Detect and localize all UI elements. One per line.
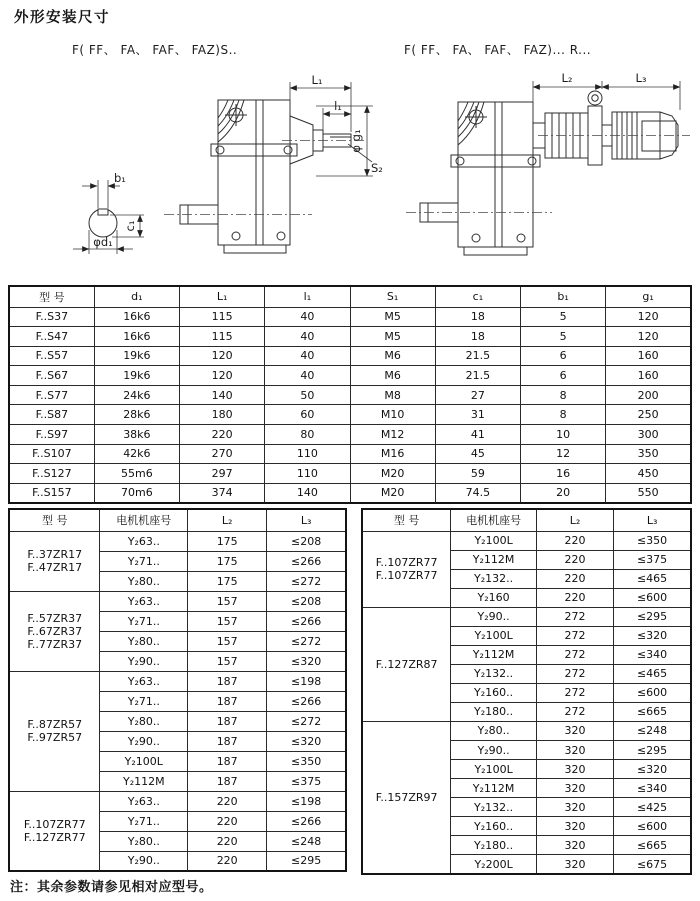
- value-cell: ≤208: [267, 591, 346, 611]
- motor-frame-cell: Y₂100L: [451, 531, 537, 550]
- value-cell: M20: [350, 464, 435, 484]
- value-cell: 28k6: [94, 405, 179, 425]
- motor-table-left: [8, 508, 347, 872]
- table-row: [9, 405, 691, 425]
- value-cell: 115: [180, 327, 265, 347]
- value-cell: 27: [435, 385, 520, 405]
- value-cell: 320: [536, 741, 613, 760]
- value-cell: 5: [521, 307, 606, 327]
- value-cell: 110: [265, 444, 350, 464]
- value-cell: 40: [265, 327, 350, 347]
- value-cell: 115: [180, 307, 265, 327]
- model-line: F..67ZR37: [27, 624, 83, 638]
- value-cell: 250: [606, 405, 691, 425]
- table-row: [362, 721, 691, 740]
- model-line: F..77ZR37: [27, 637, 83, 651]
- value-cell: 5: [521, 327, 606, 347]
- value-cell: ≤198: [267, 791, 346, 811]
- motor-frame-cell: Y₂63..: [100, 531, 188, 551]
- value-cell: 157: [188, 631, 267, 651]
- table-row: [9, 425, 691, 445]
- value-cell: ≤600: [614, 683, 691, 702]
- value-cell: 220: [536, 569, 613, 588]
- value-cell: 320: [536, 721, 613, 740]
- value-cell: ≤600: [614, 588, 691, 607]
- table-row: [362, 607, 691, 626]
- motor-frame-cell: Y₂132..: [451, 569, 537, 588]
- table-row: [9, 671, 346, 691]
- value-cell: 350: [606, 444, 691, 464]
- table-row: [9, 531, 346, 551]
- motor-frame-cell: Y₂63..: [100, 591, 188, 611]
- model-cell: F..S47: [9, 327, 94, 347]
- dim-label-L2: L₂: [561, 71, 573, 85]
- value-cell: M16: [350, 444, 435, 464]
- value-cell: 38k6: [94, 425, 179, 445]
- value-cell: 120: [606, 327, 691, 347]
- value-cell: 550: [606, 483, 691, 503]
- value-cell: 187: [188, 711, 267, 731]
- col-header-L3: L₃: [267, 509, 346, 531]
- value-cell: 16k6: [94, 307, 179, 327]
- value-cell: 220: [536, 588, 613, 607]
- value-cell: 200: [606, 385, 691, 405]
- motor-frame-cell: Y₂90..: [100, 651, 188, 671]
- value-cell: 160: [606, 366, 691, 386]
- value-cell: 220: [188, 831, 267, 851]
- value-cell: 272: [536, 626, 613, 645]
- model-cell: F..S107: [9, 444, 94, 464]
- value-cell: ≤248: [267, 831, 346, 851]
- table-row: [9, 483, 691, 503]
- left-reducer-drawing: [60, 58, 390, 280]
- value-cell: 16: [521, 464, 606, 484]
- model-line: F..87ZR57: [27, 718, 83, 731]
- value-cell: ≤295: [614, 607, 691, 626]
- value-cell: 175: [188, 571, 267, 591]
- motor-frame-cell: Y₂132..: [451, 798, 537, 817]
- motor-frame-cell: Y₂112M: [451, 779, 537, 798]
- value-cell: 40: [265, 307, 350, 327]
- value-cell: ≤295: [614, 741, 691, 760]
- value-cell: M20: [350, 483, 435, 503]
- value-cell: ≤425: [614, 798, 691, 817]
- right-drawing-label: F( FF、 FA、 FAF、 FAZ)... R...: [404, 43, 592, 57]
- value-cell: 21.5: [435, 346, 520, 366]
- value-cell: ≤208: [267, 531, 346, 551]
- value-cell: 157: [188, 591, 267, 611]
- value-cell: 272: [536, 664, 613, 683]
- table-row: [9, 791, 346, 811]
- motor-frame-cell: Y₂112M: [451, 645, 537, 664]
- motor-frame-cell: Y₂71..: [100, 551, 188, 571]
- value-cell: 45: [435, 444, 520, 464]
- value-cell: ≤665: [614, 702, 691, 721]
- right-reducer-motor-drawing: [390, 55, 700, 280]
- col-header-model: 型 号: [9, 509, 100, 531]
- value-cell: 272: [536, 702, 613, 721]
- value-cell: 300: [606, 425, 691, 445]
- value-cell: ≤266: [267, 691, 346, 711]
- value-cell: 24k6: [94, 385, 179, 405]
- value-cell: 6: [521, 366, 606, 386]
- model-line: F..127ZR87: [375, 657, 438, 671]
- value-cell: ≤272: [267, 571, 346, 591]
- value-cell: 272: [536, 645, 613, 664]
- motor-frame-cell: Y₂80..: [100, 631, 188, 651]
- motor-frame-cell: Y₂132..: [451, 664, 537, 683]
- value-cell: 42k6: [94, 444, 179, 464]
- value-cell: ≤248: [614, 721, 691, 740]
- motor-frame-cell: Y₂90..: [451, 607, 537, 626]
- value-cell: M5: [350, 307, 435, 327]
- value-cell: ≤600: [614, 817, 691, 836]
- model-line: F..127ZR77: [23, 830, 86, 844]
- value-cell: 270: [180, 444, 265, 464]
- motor-frame-cell: Y₂80..: [451, 721, 537, 740]
- model-cell: [362, 531, 451, 607]
- value-cell: M6: [350, 366, 435, 386]
- model-line: F..57ZR37: [27, 611, 83, 625]
- dim-label-S2: S₂: [371, 161, 383, 175]
- value-cell: M6: [350, 346, 435, 366]
- model-cell: [9, 531, 100, 591]
- model-cell: F..S37: [9, 307, 94, 327]
- table-row: [9, 444, 691, 464]
- model-line: F..97ZR57: [27, 731, 83, 744]
- model-cell: [9, 671, 100, 791]
- value-cell: 120: [180, 346, 265, 366]
- value-cell: 220: [188, 791, 267, 811]
- col-header-S1: S₁: [350, 286, 435, 307]
- dim-label-L1: L₁: [311, 73, 323, 87]
- model-cell: F..S67: [9, 366, 94, 386]
- value-cell: 120: [180, 366, 265, 386]
- value-cell: 374: [180, 483, 265, 503]
- value-cell: ≤320: [267, 731, 346, 751]
- motor-frame-cell: Y₂63..: [100, 671, 188, 691]
- table-row: [9, 385, 691, 405]
- col-header-frame: 电机机座号: [100, 509, 188, 531]
- dim-label-c1: c₁: [123, 220, 137, 232]
- motor-frame-cell: Y₂100L: [451, 626, 537, 645]
- motor-frame-cell: Y₂90..: [451, 741, 537, 760]
- value-cell: 12: [521, 444, 606, 464]
- table-row: [9, 591, 346, 611]
- value-cell: 31: [435, 405, 520, 425]
- value-cell: ≤266: [267, 811, 346, 831]
- reducer-motor-body: [420, 91, 678, 255]
- value-cell: M12: [350, 425, 435, 445]
- value-cell: ≤350: [267, 751, 346, 771]
- value-cell: ≤340: [614, 645, 691, 664]
- table-row: [9, 366, 691, 386]
- footnote: 注：其余参数请参见相对应型号。: [10, 880, 213, 895]
- model-cell: [9, 791, 100, 871]
- motor-frame-cell: Y₂160..: [451, 817, 537, 836]
- value-cell: 20: [521, 483, 606, 503]
- dim-label-b1: b₁: [114, 171, 126, 185]
- model-cell: [362, 721, 451, 873]
- value-cell: 320: [536, 779, 613, 798]
- value-cell: 40: [265, 366, 350, 386]
- value-cell: 187: [188, 751, 267, 771]
- col-header-L2: L₂: [536, 509, 613, 531]
- model-cell: F..S57: [9, 346, 94, 366]
- value-cell: ≤375: [267, 771, 346, 791]
- value-cell: 16k6: [94, 327, 179, 347]
- value-cell: 8: [521, 405, 606, 425]
- value-cell: ≤320: [614, 760, 691, 779]
- table-row: [9, 327, 691, 347]
- motor-frame-cell: Y₂100L: [451, 760, 537, 779]
- col-header-b1: b₁: [521, 286, 606, 307]
- dim-label-d1: φd₁: [93, 235, 113, 249]
- value-cell: 220: [536, 531, 613, 550]
- motor-frame-cell: Y₂80..: [100, 711, 188, 731]
- motor-frame-cell: Y₂112M: [100, 771, 188, 791]
- value-cell: 18: [435, 307, 520, 327]
- value-cell: 272: [536, 607, 613, 626]
- value-cell: ≤375: [614, 550, 691, 569]
- motor-frame-cell: Y₂100L: [100, 751, 188, 771]
- col-header-L3: L₃: [614, 509, 691, 531]
- value-cell: 60: [265, 405, 350, 425]
- value-cell: 160: [606, 346, 691, 366]
- value-cell: 180: [180, 405, 265, 425]
- value-cell: ≤465: [614, 664, 691, 683]
- value-cell: ≤320: [267, 651, 346, 671]
- table-header-row: [9, 509, 346, 531]
- value-cell: 175: [188, 551, 267, 571]
- value-cell: ≤272: [267, 631, 346, 651]
- value-cell: 110: [265, 464, 350, 484]
- motor-frame-cell: Y₂80..: [100, 571, 188, 591]
- value-cell: ≤266: [267, 611, 346, 631]
- col-header-model: 型 号: [362, 509, 451, 531]
- dimension-lines: [533, 81, 680, 121]
- col-header-d1: d₁: [94, 286, 179, 307]
- value-cell: 220: [188, 851, 267, 871]
- model-cell: F..S127: [9, 464, 94, 484]
- table-row: [9, 464, 691, 484]
- motor-frame-cell: Y₂90..: [100, 851, 188, 871]
- col-header-model: 型 号: [9, 286, 94, 307]
- value-cell: 10: [521, 425, 606, 445]
- value-cell: M10: [350, 405, 435, 425]
- table-row: [362, 531, 691, 550]
- value-cell: ≤320: [614, 626, 691, 645]
- value-cell: ≤272: [267, 711, 346, 731]
- value-cell: ≤465: [614, 569, 691, 588]
- value-cell: 220: [536, 550, 613, 569]
- value-cell: 297: [180, 464, 265, 484]
- value-cell: ≤266: [267, 551, 346, 571]
- model-cell: F..S97: [9, 425, 94, 445]
- col-header-frame: 电机机座号: [451, 509, 537, 531]
- value-cell: M8: [350, 385, 435, 405]
- value-cell: 320: [536, 798, 613, 817]
- value-cell: 120: [606, 307, 691, 327]
- value-cell: 21.5: [435, 366, 520, 386]
- value-cell: 220: [180, 425, 265, 445]
- dim-label-l1: l₁: [334, 99, 342, 113]
- value-cell: ≤665: [614, 836, 691, 855]
- reducer-housing: [180, 100, 351, 253]
- col-header-L2: L₂: [188, 509, 267, 531]
- value-cell: 187: [188, 691, 267, 711]
- left-drawing-label: F( FF、 FA、 FAF、 FAZ)S..: [72, 43, 238, 57]
- page-title: 外形安装尺寸: [14, 10, 110, 26]
- model-line: F..47ZR17: [27, 561, 83, 574]
- dimension-lines: [290, 82, 373, 176]
- value-cell: 80: [265, 425, 350, 445]
- model-line: F..157ZR97: [375, 790, 438, 804]
- value-cell: 41: [435, 425, 520, 445]
- dim-label-g1: φ g₁: [349, 129, 363, 153]
- model-line: F..107ZR77: [23, 817, 86, 831]
- shaft-section-detail: [73, 171, 144, 254]
- value-cell: ≤675: [614, 855, 691, 874]
- col-header-L1: L₁: [180, 286, 265, 307]
- model-line: F..37ZR17: [27, 548, 83, 561]
- value-cell: M5: [350, 327, 435, 347]
- value-cell: 220: [188, 811, 267, 831]
- motor-frame-cell: Y₂160: [451, 588, 537, 607]
- table-header-row: [9, 286, 691, 307]
- value-cell: 157: [188, 611, 267, 631]
- value-cell: 175: [188, 531, 267, 551]
- motor-frame-cell: Y₂180..: [451, 702, 537, 721]
- dimension-table: [8, 285, 692, 504]
- motor-frame-cell: Y₂160..: [451, 683, 537, 702]
- dim-label-L3: L₃: [635, 71, 647, 85]
- model-cell: F..S77: [9, 385, 94, 405]
- value-cell: 50: [265, 385, 350, 405]
- value-cell: 19k6: [94, 366, 179, 386]
- value-cell: 140: [265, 483, 350, 503]
- motor-frame-cell: Y₂80..: [100, 831, 188, 851]
- table-header-row: [362, 509, 691, 531]
- motor-frame-cell: Y₂180..: [451, 836, 537, 855]
- model-cell: [9, 591, 100, 671]
- value-cell: 8: [521, 385, 606, 405]
- table-row: [9, 346, 691, 366]
- value-cell: ≤340: [614, 779, 691, 798]
- model-line: F..107ZR77: [375, 556, 438, 570]
- value-cell: 320: [536, 836, 613, 855]
- value-cell: 55m6: [94, 464, 179, 484]
- motor-frame-cell: Y₂112M: [451, 550, 537, 569]
- table-row: [9, 307, 691, 327]
- value-cell: 74.5: [435, 483, 520, 503]
- col-header-c1: c₁: [435, 286, 520, 307]
- value-cell: 59: [435, 464, 520, 484]
- motor-frame-cell: Y₂71..: [100, 611, 188, 631]
- value-cell: 70m6: [94, 483, 179, 503]
- value-cell: 187: [188, 671, 267, 691]
- value-cell: ≤295: [267, 851, 346, 871]
- model-line: F..107ZR77: [375, 569, 438, 583]
- motor-frame-cell: Y₂200L: [451, 855, 537, 874]
- value-cell: 40: [265, 346, 350, 366]
- motor-frame-cell: Y₂90..: [100, 731, 188, 751]
- value-cell: 6: [521, 346, 606, 366]
- value-cell: 272: [536, 683, 613, 702]
- value-cell: 320: [536, 817, 613, 836]
- value-cell: 19k6: [94, 346, 179, 366]
- motor-table-right: [361, 508, 692, 875]
- motor-frame-cell: Y₂71..: [100, 691, 188, 711]
- value-cell: 18: [435, 327, 520, 347]
- value-cell: ≤198: [267, 671, 346, 691]
- model-cell: F..S157: [9, 483, 94, 503]
- value-cell: 320: [536, 760, 613, 779]
- value-cell: ≤350: [614, 531, 691, 550]
- col-header-g1: g₁: [606, 286, 691, 307]
- value-cell: 140: [180, 385, 265, 405]
- value-cell: 320: [536, 855, 613, 874]
- model-cell: F..S87: [9, 405, 94, 425]
- col-header-l1: l₁: [265, 286, 350, 307]
- value-cell: 450: [606, 464, 691, 484]
- value-cell: 157: [188, 651, 267, 671]
- model-cell: [362, 607, 451, 721]
- motor-frame-cell: Y₂63..: [100, 791, 188, 811]
- value-cell: 187: [188, 771, 267, 791]
- value-cell: 187: [188, 731, 267, 751]
- motor-frame-cell: Y₂71..: [100, 811, 188, 831]
